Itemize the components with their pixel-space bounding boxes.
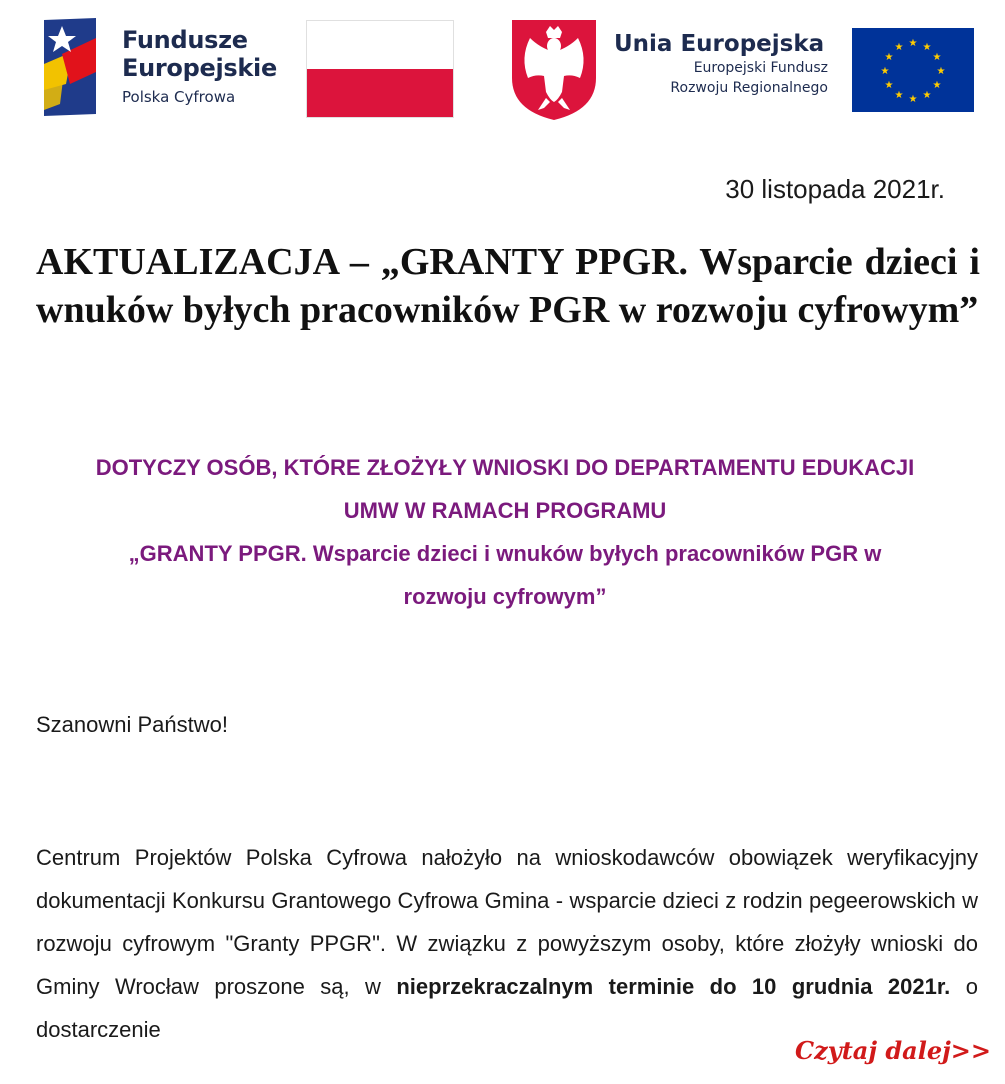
svg-text:★: ★	[884, 80, 894, 91]
body-text-end: o dostarczenie	[36, 974, 978, 1042]
document-date: 30 listopada 2021r.	[725, 174, 945, 204]
svg-text:★: ★	[932, 80, 942, 91]
body-text-start: Centrum Projektów Polska Cyfrowa nałożyło na wnioskodawców obowiązek weryfikacyjny dokumentacji Konkursu Grantowego Cyfrowa Gmina - wsparcie dzieci z rodzin pegeerowskich w rozwoju cyfrowym "Granty PPGR". W związku z powyższym osoby, które złożyły wnioski do Gminy Wrocław proszone są, w	[36, 845, 978, 999]
svg-text:★: ★	[922, 42, 932, 53]
logo-bar	[0, 0, 1005, 130]
greeting: Szanowni Państwo!	[36, 712, 228, 737]
svg-text:★: ★	[908, 94, 918, 105]
ue-subtitle-line1: Europejski Fundusz	[693, 60, 828, 76]
document-title: AKTUALIZACJA – „GRANTY PPGR. Wsparcie dzieci i wnuków byłych pracowników PGR w rozwoju cyfrowym”	[36, 241, 980, 331]
svg-text:★: ★	[936, 66, 946, 77]
svg-text:★: ★	[922, 90, 932, 101]
svg-text:★: ★	[908, 38, 918, 49]
svg-text:★: ★	[894, 42, 904, 53]
eu-flag-icon	[852, 28, 974, 112]
svg-text:★: ★	[894, 90, 904, 101]
fe-subtitle: Polska Cyfrowa	[122, 88, 236, 106]
fe-title-line2: Europejskie	[122, 54, 277, 82]
ue-title: Unia Europejska	[614, 31, 825, 57]
fe-title-line1: Fundusze	[122, 26, 248, 54]
subheading-line-4: rozwoju cyfrowym”	[403, 584, 607, 609]
subheading-line-2: UMW W RAMACH PROGRAMU	[343, 498, 667, 523]
body-deadline-bold: nieprzekraczalnym terminie do 10 grudnia 2021r.	[396, 974, 951, 999]
svg-text:★: ★	[880, 66, 890, 77]
subheading-line-3: „GRANTY PPGR. Wsparcie dzieci i wnuków byłych pracowników PGR w	[128, 541, 882, 566]
body-paragraph	[36, 836, 978, 1051]
subheading-line-1: DOTYCZY OSÓB, KTÓRE ZŁOŻYŁY WNIOSKI DO DEPARTAMENTU EDUKACJI	[95, 455, 915, 480]
svg-text:★: ★	[884, 52, 894, 63]
unia-europejska-text	[614, 30, 828, 98]
read-more-link[interactable]: Czytaj dalej>>	[795, 1036, 991, 1065]
svg-text:★: ★	[932, 52, 942, 63]
polish-eagle-emblem-icon	[510, 18, 598, 122]
fundusze-europejskie-text	[122, 26, 277, 108]
ue-subtitle-line2: Rozwoju Regionalnego	[670, 80, 828, 96]
poland-flag-icon	[306, 20, 454, 118]
fundusze-europejskie-logo-icon	[40, 10, 100, 120]
